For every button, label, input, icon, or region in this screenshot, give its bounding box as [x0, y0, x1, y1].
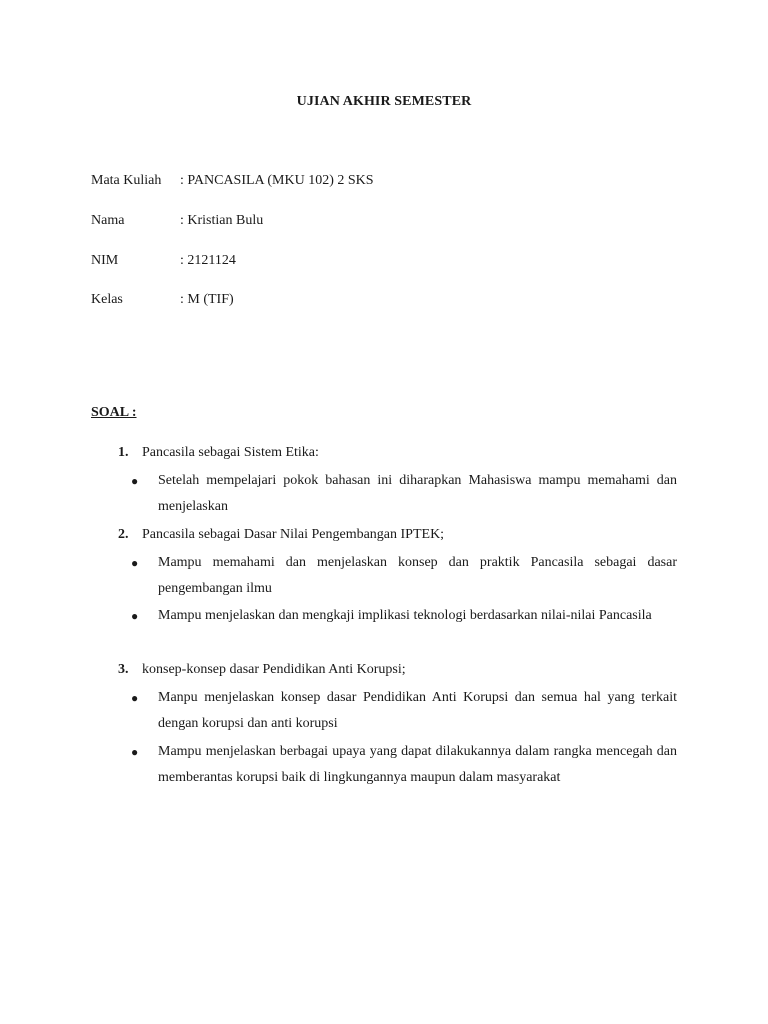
info-value: : PANCASILA (MKU 102) 2 SKS: [180, 173, 374, 188]
bullet-text: Manpu menjelaskan konsep dasar Pendidikan Anti Korupsi dan semua hal yang terkait dengan korupsi dan anti korupsi: [158, 690, 677, 731]
question-text: Pancasila sebagai Dasar Nilai Pengembangan IPTEK;: [142, 527, 445, 542]
bullet-dot-icon: ●: [131, 745, 139, 759]
bullet-text: Mampu menjelaskan berbagai upaya yang dapat dilakukannya dalam rangka mencegah dan memberantas korupsi baik di lingkungannya maupun dalam masyarakat: [158, 744, 677, 785]
bullet-dot-icon: ●: [131, 691, 139, 705]
info-value: : M (TIF): [180, 292, 234, 307]
bullet-text: Mampu menjelaskan dan mengkaji implikasi teknologi berdasarkan nilai-nilai Pancasila: [158, 608, 652, 623]
question-1: [118, 443, 319, 463]
bullet-dot-icon: ●: [131, 474, 139, 488]
info-value: : Kristian Bulu: [180, 213, 264, 228]
question-text: konsep-konsep dasar Pendidikan Anti Korupsi;: [142, 662, 406, 677]
question-number: 2.: [118, 527, 129, 542]
document-title: UJIAN AKHIR SEMESTER: [296, 94, 472, 109]
info-label: Nama: [91, 213, 125, 228]
soal-heading: SOAL :: [91, 405, 137, 420]
question-2: [118, 525, 444, 545]
info-label: Mata Kuliah: [91, 173, 162, 188]
question-number: 3.: [118, 662, 129, 677]
question-text: Pancasila sebagai Sistem Etika:: [142, 445, 319, 460]
bullet-dot-icon: ●: [131, 556, 139, 570]
bullet-text: Setelah mempelajari pokok bahasan ini diharapkan Mahasiswa mampu memahami dan menjelaskan: [158, 473, 677, 514]
question-number: 1.: [118, 445, 129, 460]
bullet-dot-icon: ●: [131, 609, 139, 623]
info-label: Kelas: [91, 292, 123, 307]
question-3: [118, 660, 406, 680]
info-label: NIM: [91, 253, 119, 268]
info-value: : 2121124: [180, 253, 236, 268]
bullet-text: Mampu memahami dan menjelaskan konsep dan praktik Pancasila sebagai dasar pengembangan ilmu: [158, 555, 677, 596]
